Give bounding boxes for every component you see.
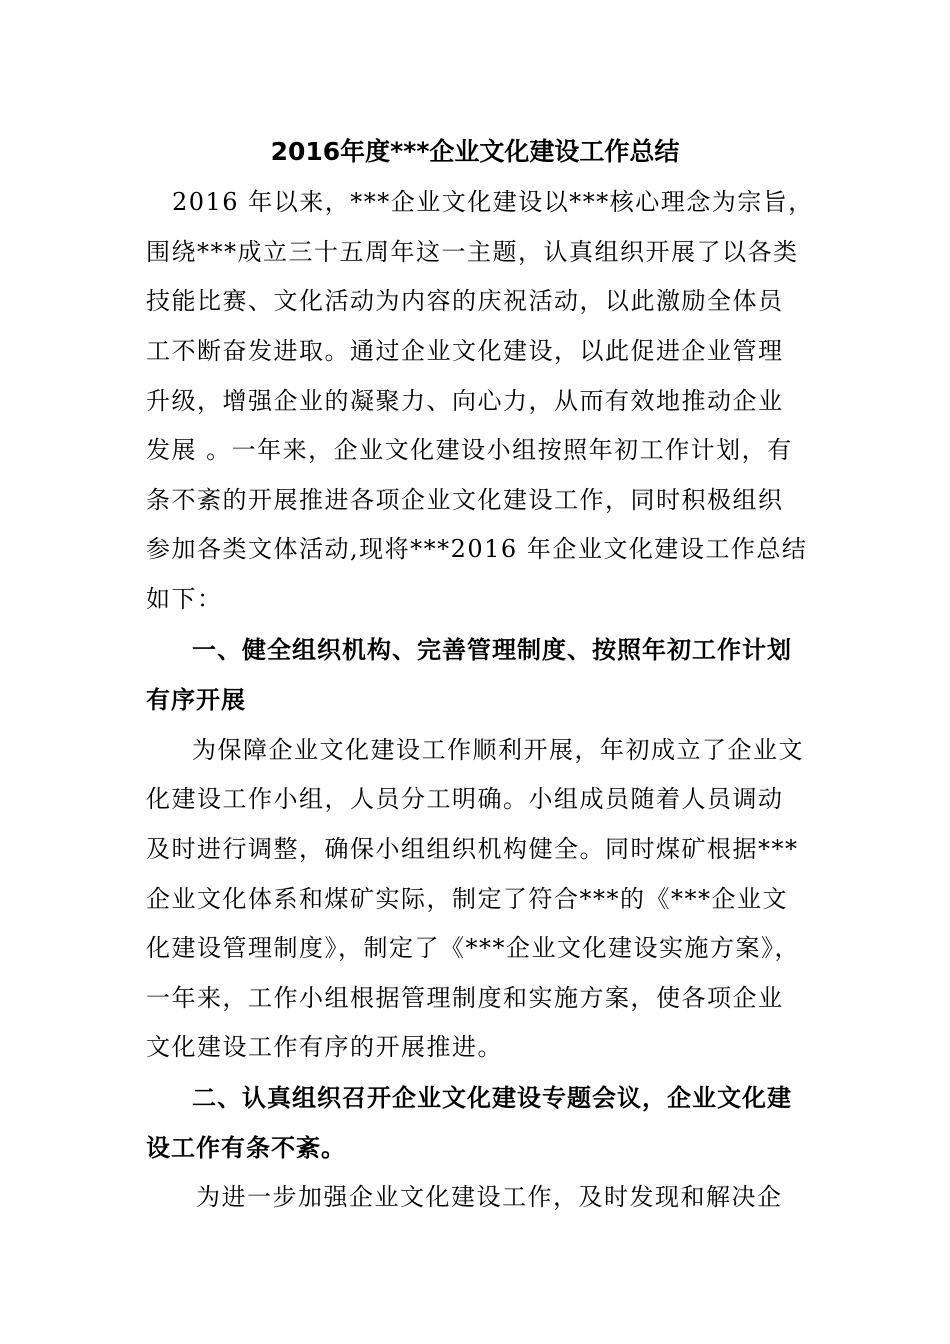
intro-line: 技能比赛、文化活动为内容的庆祝活动，以此激励全体员 <box>146 287 784 315</box>
intro-line: 发展 。一年来，企业文化建设小组按照年初工作计划，有 <box>146 436 793 464</box>
intro-line: 工不断奋发进取。通过企业文化建设，以此促进企业管理 <box>146 337 784 365</box>
section-body-line: 化建设工作小组，人员分工明确。小组成员随着人员调动 <box>146 785 784 813</box>
intro-line: 如下： <box>146 585 223 613</box>
intro-line: 围绕***成立三十五周年这一主题，认真组织开展了以各类 <box>146 238 799 266</box>
section-body-line: 一年来，工作小组根据管理制度和实施方案，使各项企业 <box>146 984 784 1012</box>
section-body-line: 为进一步加强企业文化建设工作，及时发现和解决企 <box>196 1183 783 1211</box>
intro-line: 升级，增强企业的凝聚力、向心力，从而有效地推动企业 <box>146 387 784 415</box>
intro-line: 条不紊的开展推进各项企业文化建设工作，同时积极组织 <box>146 486 784 514</box>
section-body-line: 为保障企业文化建设工作顺利开展，年初成立了企业文 <box>192 736 804 764</box>
section-heading: 设工作有条不紊。 <box>146 1134 346 1162</box>
section-body-line: 文化建设工作有序的开展推进。 <box>146 1033 503 1061</box>
intro-line: 参加各类文体活动,现将***2016 年企业文化建设工作总结 <box>146 535 808 563</box>
section-body-line: 企业文化体系和煤矿实际，制定了符合***的《***企业文 <box>146 885 788 913</box>
document-title: 2016年度***企业文化建设工作总结 <box>270 137 680 166</box>
section-body-line: 化建设管理制度》，制定了《***企业文化建设实施方案》， <box>146 934 800 962</box>
section-heading: 有序开展 <box>146 686 246 714</box>
intro-line: 2016 年以来，***企业文化建设以***核心理念为宗旨， <box>172 188 814 216</box>
section-heading: 一、健全组织机构、完善管理制度、按照年初工作计划 <box>192 636 792 664</box>
section-body-line: 及时进行调整，确保小组组织机构健全。同时煤矿根据*** <box>146 835 799 863</box>
section-heading: 二、认真组织召开企业文化建设专题会议，企业文化建 <box>192 1084 792 1112</box>
